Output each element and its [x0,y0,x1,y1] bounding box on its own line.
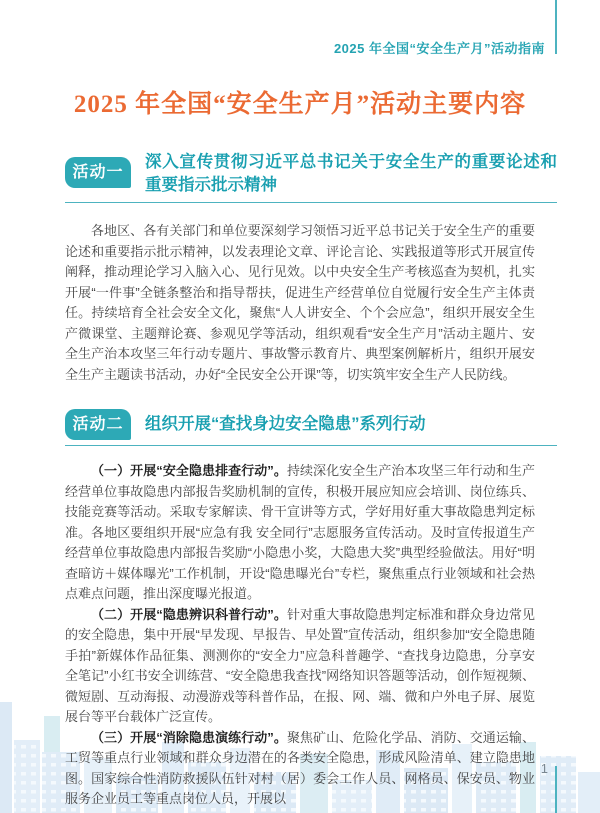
activity-2-heading: 组织开展“查找身边安全隐患”系列行动 [145,415,426,433]
body-paragraph [65,221,535,385]
activity-2-body [65,461,535,810]
activity-1-badge: 活动一 [65,157,131,188]
paragraph-text: 持续深化安全生产治本攻坚三年行动和生产经营单位事故隐患内部报告奖励机制的宣传，积极开展应知应会培训、岗位练兵、技能竞赛等活动。采取专家解读、骨干宣讲等方式，学好用好重大事故隐患判定标准。各地区要组织开展“应急有我 安全同行”志愿服务宣传活动。及时宣传报道生产经营单位事故隐患内部报告奖励“小隐患小奖，大隐患大奖”典型经验做法。用好“明查暗访＋媒体曝光”工作机制，开设“隐患曝光台”专栏，聚焦重点行业领域和社会热点难点问题，推出深度曝光报道。 [65,463,535,601]
paragraph-lead: （三）开展“消除隐患演练行动”。 [91,729,287,745]
page-title: 2025 年全国“安全生产月”活动主要内容 [73,91,527,118]
paragraph-text: 聚焦矿山、危险化学品、消防、交通运输、工贸等重点行业领域和群众身边潜在的各类安全隐患，形成风险清单、建立隐患地图。国家综合性消防救援队伍针对村（居）委会工作人员、网格员、保安员、物业服务企业员工等重点岗位人员，开展以 [65,729,535,806]
activity-2-badge: 活动二 [65,409,131,440]
section-header-activity-2 [65,409,557,446]
header-guide-label: 2025 年全国“安全生产月”活动指南 [333,41,545,56]
section-header-activity-1 [65,151,557,203]
body-paragraph [65,728,535,810]
activity-1-heading: 深入宣传贯彻习近平总书记关于安全生产的重要论述和重要指示批示精神 [145,153,557,194]
page-number: 1 [540,761,548,776]
paragraph-text: 针对重大事故隐患判定标准和群众身边常见的安全隐患，集中开展“早发现、早报告、早处置”宣传活动，组织参加“安全隐患随手拍”新媒体作品征集、测测你的“安全力”应急科普趣学、“查找身边隐患，分享安全笔记”小红书安全训练营、“安全隐患我查找”网络知识答题等活动，创作短视频、微短剧、互动海报、动漫游戏等科普作品，在报、网、端、微和户外电子屏、展览展台等平台载体广泛宣传。 [65,606,535,724]
paragraph-lead: （二）开展“隐患辨识科普行动”。 [91,606,287,622]
footer-rule [555,766,557,813]
body-paragraph [65,461,535,605]
activity-1-body [65,221,535,385]
paragraph-lead: （一）开展“安全隐患排查行动”。 [91,463,287,478]
body-paragraph [65,605,535,728]
paragraph-text: 各地区、各有关部门和单位要深刻学习领悟习近平总书记关于安全生产的重要论述和重要指示批示精神，以发表理论文章、评论言论、实践报道等形式开展宣传阐释，推动理论学习入脑入心、见行见效。以中央安全生产考核巡查为契机，扎实开展“一件事”全链条整治和指导帮扶，促进生产经营单位自觉履行安全生产主体责任。持续培育全社会安全文化，聚焦“人人讲安全、个个会应急”，组织开展安全生产微课堂、主题辩论赛、参观见学等活动，组织观看“安全生产月”活动主题片、安全生产治本攻坚三年行动专题片、事故警示教育片、典型案例解析片，组织开展安全生产主题读书活动，办好“全民安全公开课”等，切实筑牢安全生产人民防线。 [65,223,535,382]
header-rule [555,0,557,54]
